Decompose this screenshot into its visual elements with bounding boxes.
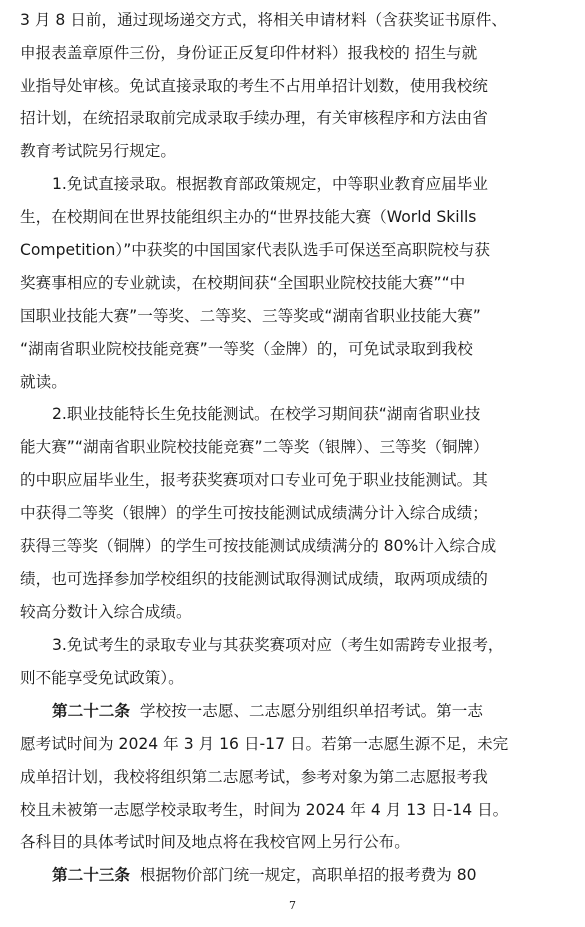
line-text: 生，在校期间在世界技能组织主办的“世界技能大赛（World Skills bbox=[20, 208, 477, 226]
article-heading: 第二十三条 bbox=[52, 866, 130, 884]
line-text: 的中职应届毕业生，报考获奖赛项对口专业可免于职业技能测试。其 bbox=[20, 471, 488, 489]
line-text: 根据物价部门统一规定，高职单招的报考费为 80 bbox=[129, 866, 477, 884]
line-text: 业指导处审核。免试直接录取的考生不占用单招计划数，使用我校统 bbox=[20, 77, 488, 95]
text-line bbox=[52, 701, 483, 721]
line-text: 绩，也可选择参加学校组织的技能测试取得测试成绩，取两项成绩的 bbox=[20, 570, 488, 588]
line-text: 学校按一志愿、二志愿分别组织单招考试。第一志 bbox=[129, 702, 483, 720]
text-line bbox=[20, 668, 184, 688]
article-heading: 第二十二条 bbox=[52, 702, 130, 720]
line-text: 中获得二等奖（银牌）的学生可按技能测试成绩满分计入综合成绩； bbox=[20, 504, 488, 522]
line-text: 教育考试院另行规定。 bbox=[20, 142, 176, 160]
line-text: 各科目的具体考试时间及地点将在我校官网上另行公布。 bbox=[20, 833, 410, 851]
line-text: 校且未被第一志愿学校录取考生，时间为 2024 年 4 月 13 日-14 日。 bbox=[20, 801, 509, 819]
line-text: 获得三等奖（铜牌）的学生可按技能测试成绩满分的 80%计入综合成 bbox=[20, 537, 497, 555]
line-text: 成单招计划，我校将组织第二志愿考试，参考对象为第二志愿报考我 bbox=[20, 768, 488, 786]
text-line bbox=[20, 767, 488, 787]
line-text: 奖赛事相应的专业就读，在校期间获“全国职业院校技能大赛”“中 bbox=[20, 274, 466, 292]
line-text: 2.职业技能特长生免技能测试。在校学习期间获“湖南省职业技 bbox=[52, 405, 481, 423]
text-line bbox=[20, 10, 507, 30]
text-line bbox=[20, 602, 192, 622]
line-text: 招计划，在统招录取前完成录取手续办理，有关审核程序和方法由省 bbox=[20, 109, 488, 127]
page-number: 7 bbox=[289, 899, 296, 912]
text-line bbox=[20, 306, 481, 326]
line-text: “湖南省职业院校技能竞赛”一等奖（金牌）的，可免试录取到我校 bbox=[20, 340, 473, 358]
text-line bbox=[52, 635, 504, 655]
line-text: 就读。 bbox=[20, 373, 67, 391]
text-line bbox=[20, 43, 477, 63]
text-line bbox=[52, 174, 488, 194]
text-line bbox=[20, 240, 490, 260]
text-line bbox=[20, 273, 465, 293]
text-line bbox=[20, 76, 488, 96]
line-text: 能大赛”“湖南省职业院校技能竞赛”二等奖（银牌）、三等奖（铜牌） bbox=[20, 438, 489, 456]
text-line bbox=[20, 470, 488, 490]
line-text: 国职业技能大赛”一等奖、二等奖、三等奖或“湖南省职业技能大赛” bbox=[20, 307, 481, 325]
line-text: 申报表盖章原件三份，身份证正反复印件材料）报我校的 招生与就 bbox=[20, 44, 478, 62]
text-line bbox=[52, 865, 477, 885]
line-text: 较高分数计入综合成绩。 bbox=[20, 603, 192, 621]
line-text: 则不能享受免试政策）。 bbox=[20, 669, 184, 687]
line-text: 愿考试时间为 2024 年 3 月 16 日-17 日。若第一志愿生源不足，未完 bbox=[20, 735, 509, 753]
text-line bbox=[20, 141, 176, 161]
line-text: Competition）”中获奖的中国国家代表队选手可保送至高职院校与获 bbox=[20, 241, 490, 259]
text-line bbox=[52, 404, 480, 424]
text-line bbox=[20, 734, 508, 754]
text-line bbox=[20, 339, 473, 359]
text-line bbox=[20, 536, 496, 556]
text-line bbox=[20, 108, 488, 128]
text-line bbox=[20, 437, 489, 457]
line-text: 3 月 8 日前，通过现场递交方式，将相关申请材料（含获奖证书原件、 bbox=[20, 11, 507, 29]
text-line bbox=[20, 372, 67, 392]
line-text: 1.免试直接录取。根据教育部政策规定，中等职业教育应届毕业 bbox=[52, 175, 488, 193]
text-line bbox=[20, 207, 476, 227]
text-line bbox=[20, 503, 488, 523]
text-line bbox=[20, 832, 410, 852]
text-line bbox=[20, 569, 488, 589]
text-line bbox=[20, 800, 508, 820]
line-text: 3.免试考生的录取专业与其获奖赛项对应（考生如需跨专业报考， bbox=[52, 636, 504, 654]
